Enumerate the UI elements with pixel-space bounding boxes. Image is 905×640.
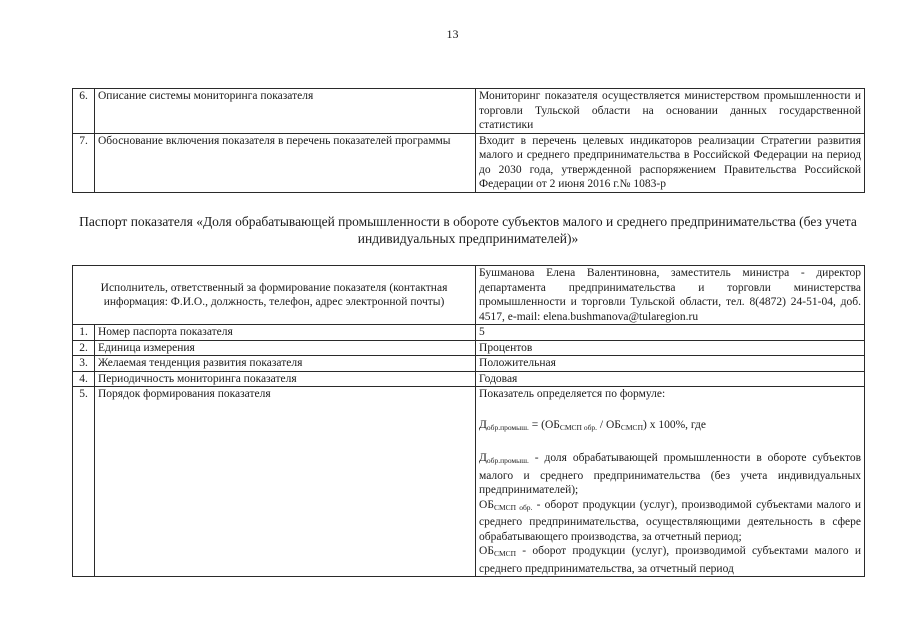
row-label: Обоснование включения показателя в перечень показателей программы: [95, 133, 476, 192]
formula-cell: [476, 387, 865, 577]
formula-intro: Показатель определяется по формуле:: [479, 388, 666, 400]
contact-value: Бушманова Елена Валентиновна, заместитель министра - директор департамента предпринимательства и торговли министерства промышленности и торговли Тульской области, тел. 8(4872) 24-51-04, доб. 4517, e-mail: elena.bushmanova@tularegion.ru: [476, 266, 865, 325]
row-number: 4.: [73, 371, 95, 387]
row-label: Единица измерения: [95, 340, 476, 356]
definition-manufacturing-turnover: $ОБ_{СМСП обр.}$ - оборот продукции (услуг), производимой субъектами малого и среднего предпринимательства, осуществляющими деятельность в сфере обрабатывающего производства, за отчетный период;: [479, 498, 862, 543]
row-value: Процентов: [476, 340, 865, 356]
row-value: Положительная: [476, 356, 865, 372]
row-value: Входит в перечень целевых индикаторов реализации Стратегии развития малого и среднего предпринимательства в Российской Федерации на период до 2030 года, утвержденной распоряжением Правительства Российской Федерации от 2 июня 2016 г.№ 1083-р: [476, 133, 865, 192]
passport-table: [72, 265, 865, 577]
table-row: [73, 340, 865, 356]
row-label: Порядок формирования показателя: [95, 387, 476, 577]
definition-share: $Д_{обр.промыш.}$ - доля обрабатывающей промышленности в обороте субъектов малого и среднего предпринимательства (без учета индивидуальных предпринимателей);: [479, 452, 862, 496]
page-number: 13: [446, 27, 459, 41]
table-row: [73, 325, 865, 341]
row-number: 5.: [73, 387, 95, 577]
formula: $Д_{обр.промыш.} = (ОБ_{СМСП}$ $_{обр.} / ОБ_{СМСП}$) x 100%, где: [479, 418, 706, 432]
row-value: Мониторинг показателя осуществляется министерством промышленности и торговли Тульской области на основании данных государственной статистики: [476, 89, 865, 134]
definition-total-turnover: $ОБ_{СМСП}$ - оборот продукции (услуг), производимой субъектами малого и среднего предпринимательства, за отчетный период: [479, 545, 862, 575]
row-number: 6.: [73, 89, 95, 134]
table-row: [73, 387, 865, 577]
row-value: 5: [476, 325, 865, 341]
table-row: [73, 371, 865, 387]
row-label: Описание системы мониторинга показателя: [95, 89, 476, 134]
table-row: [73, 89, 865, 134]
row-number: 2.: [73, 340, 95, 356]
row-number: 3.: [73, 356, 95, 372]
row-number: 1.: [73, 325, 95, 341]
row-label: Периодичность мониторинга показателя: [95, 371, 476, 387]
monitoring-table: [72, 88, 865, 193]
contact-label: Исполнитель, ответственный за формирование показателя (контактная информация: Ф.И.О., должность, телефон, адрес электронной почты): [73, 266, 476, 325]
table-row: [73, 356, 865, 372]
row-label: Номер паспорта показателя: [95, 325, 476, 341]
table-row: [73, 133, 865, 192]
contact-row: [73, 266, 865, 325]
row-value: Годовая: [476, 371, 865, 387]
row-label: Желаемая тенденция развития показателя: [95, 356, 476, 372]
passport-title: Паспорт показателя «Доля обрабатывающей промышленности в обороте субъектов малого и среднего предпринимательства (без учета индивидуальных предпринимателей)»: [79, 214, 857, 246]
row-number: 7.: [73, 133, 95, 192]
